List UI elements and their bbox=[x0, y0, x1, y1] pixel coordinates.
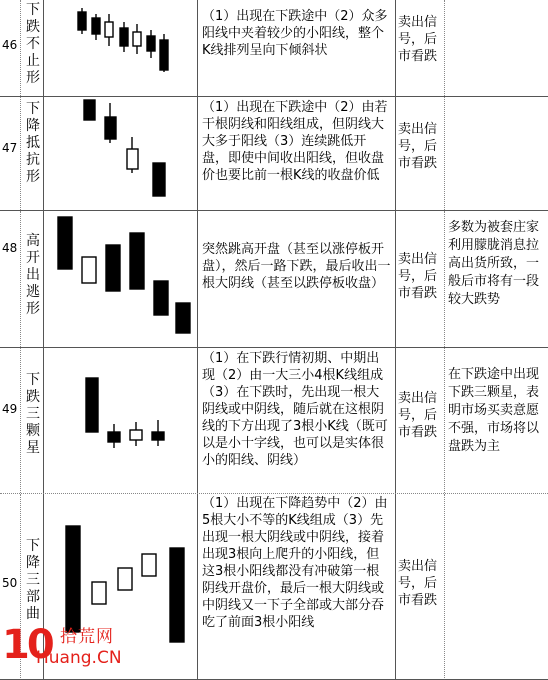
table-row bbox=[0, 0, 548, 96]
pattern-description: （1）出现在下降趋势中（2）由5根大小不等的K线组成（3）先出现一根大阴线或中阴线，接着出现3根向上爬升的小阳线，但这3根小阳线都没有冲破第一根阴线开盘价，最后一根大阴线或中阴线又一下子全部或大部分吞吃了前面3根小阳线 bbox=[202, 496, 388, 630]
pattern-name: 下降三部曲 bbox=[26, 538, 40, 622]
row-number: 50 bbox=[2, 576, 18, 590]
row-number: 48 bbox=[2, 241, 18, 255]
trading-signal: 卖出信号，后市看跌 bbox=[398, 252, 438, 301]
candlestick-figure bbox=[44, 97, 198, 210]
trading-signal: 卖出信号，后市看跌 bbox=[398, 122, 438, 171]
table-row bbox=[0, 97, 548, 210]
trading-signal: 卖出信号，后市看跌 bbox=[398, 559, 438, 608]
logo-site-name: 拾荒网 bbox=[60, 627, 114, 647]
logo-domain: Huang.CN bbox=[36, 648, 122, 668]
candles-46 bbox=[44, 0, 198, 96]
row-number: 47 bbox=[2, 141, 18, 155]
logo-mark: 10 bbox=[2, 622, 52, 668]
candlestick-figure bbox=[44, 211, 198, 347]
pattern-description: （1）在下跌行情初期、中期出现（2）由一大三小4根K线组成（3）在下跌时，先出现一根大阴线或中阴线，随后就在这根阴线的下方出现了3根小K线（既可以是小十字线，也可以是实体很小的阳线、阴线） bbox=[202, 351, 388, 468]
pattern-note: 多数为被套庄家利用朦胧消息拉高出货所致，一般后市将有一段较大跌势 bbox=[448, 220, 540, 307]
candles-49 bbox=[44, 348, 198, 493]
trading-signal: 卖出信号，后市看跌 bbox=[398, 391, 438, 440]
table-row bbox=[0, 211, 548, 347]
pattern-description: （1）出现在下跌途中（2）由若干根阴线和阳线组成，但阴线大大多于阳线（3）连续跳低开盘，即使中间收出阳线，但收盘价也要比前一根K线的收盘价低 bbox=[202, 100, 388, 183]
watermark-logo bbox=[2, 618, 152, 676]
pattern-description: 突然跳高开盘（甚至以涨停板开盘），然后一路下跌，最后收出一根大阴线（甚至以跌停板收盘） bbox=[202, 242, 391, 291]
candlestick-figure bbox=[44, 348, 198, 493]
pattern-name: 高开出逃形 bbox=[26, 233, 40, 317]
row-number: 49 bbox=[2, 402, 18, 416]
pattern-name: 下跌不止形 bbox=[26, 2, 40, 86]
pattern-description: （1）出现在下跌途中（2）众多阳线中夹着较少的小阳线，整个K线排列呈向下倾斜状 bbox=[202, 9, 388, 58]
table-row bbox=[0, 348, 548, 493]
pattern-note: 在下跌途中出现下跌三颗星，表明市场买卖意愿不强，市场将以盘跌为主 bbox=[448, 367, 540, 454]
pattern-name: 下跌三颗星 bbox=[26, 372, 40, 456]
row-number: 46 bbox=[2, 38, 18, 52]
pattern-name: 下降抵抗形 bbox=[26, 101, 40, 185]
candlestick-figure bbox=[44, 0, 198, 96]
candles-47 bbox=[44, 97, 198, 210]
trading-signal: 卖出信号，后市看跌 bbox=[398, 15, 438, 64]
candles-48 bbox=[44, 211, 198, 347]
